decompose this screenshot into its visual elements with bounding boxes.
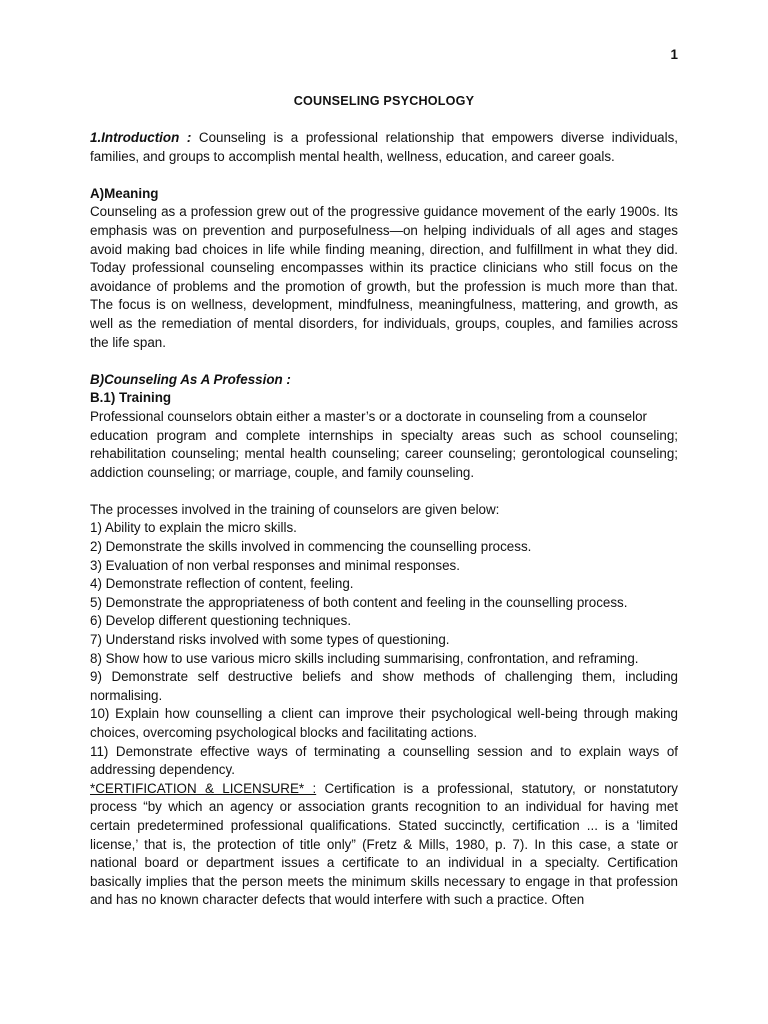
training-heading: B.1) Training xyxy=(90,390,172,406)
processes-intro: The processes involved in the training of counselors are given below: xyxy=(90,501,500,517)
introduction-text: Counseling is a professional relationship that empowers diverse individuals, families, and groups to accomplish mental health, wellness, education, and career goals. xyxy=(90,130,678,164)
list-item: 11) Demonstrate effective ways of terminating a counselling session and to explain ways of addressing dependency. xyxy=(90,743,678,778)
profession-heading: B)Counseling As A Profession : xyxy=(90,371,291,387)
page-number: 1 xyxy=(670,47,678,62)
list-item: 4) Demonstrate reflection of content, feeling. xyxy=(90,576,354,592)
document-page xyxy=(90,0,678,1024)
training-first-line: Professional counselors obtain either a master’s or a doctorate in counseling from a counselor xyxy=(90,408,648,424)
certification-label: *CERTIFICATION & LICENSURE* : xyxy=(90,780,317,796)
list-item: 10) Explain how counselling a client can improve their psychological well-being through making choices, overcoming psychological blocks and facilitating actions. xyxy=(90,706,678,740)
document-title: COUNSELING PSYCHOLOGY xyxy=(293,94,475,108)
certification-paragraph xyxy=(90,780,678,910)
list-item: 1) Ability to explain the micro skills. xyxy=(90,520,297,536)
introduction-heading: 1.Introduction : xyxy=(90,130,192,145)
certification-text: Certification is a professional, statutory, or nonstatutory process “by which an agency or association grants recognition to an individual for having met certain predetermined professional qualifications. Stated succinctly, certification ... is a ‘limited license,’ that is, the protection of title only” (Fretz & Mills, 1980, p. 7). In this case, a state or national board or department issues a certificate to an individual in a specialty. Certification basically implies that the person meets the minimum skills necessary to engage in that profession and has no known character defects that would interfere with such a practice. Often xyxy=(90,780,678,908)
processes-list xyxy=(90,519,678,779)
list-item: 5) Demonstrate the appropriateness of both content and feeling in the counselling process. xyxy=(90,594,628,610)
list-item: 2) Demonstrate the skills involved in commencing the counselling process. xyxy=(90,539,532,555)
list-item: 8) Show how to use various micro skills including summarising, confrontation, and reframing. xyxy=(90,650,639,666)
list-item: 6) Develop different questioning techniques. xyxy=(90,613,352,629)
meaning-paragraph: Counseling as a profession grew out of the progressive guidance movement of the early 1900s. Its emphasis was on prevention and purposefulness—on helping individuals of all ages and stages avoid making bad choices in life while finding meaning, direction, and fulfillment in what they did. Today professional counseling encompasses within its practice clinicians who still focus on the avoidance of problems and the promotion of growth, but the profession is much more than that. The focus is on wellness, development, mindfulness, meaningfulness, mattering, and growth, as well as the remediation of mental disorders, for individuals, groups, couples, and families across the life span. xyxy=(90,204,678,350)
list-item: 7) Understand risks involved with some types of questioning. xyxy=(90,632,450,648)
list-item: 3) Evaluation of non verbal responses and minimal responses. xyxy=(90,557,460,573)
introduction-paragraph xyxy=(90,129,678,166)
document-body xyxy=(90,129,678,910)
meaning-heading: A)Meaning xyxy=(90,185,159,201)
list-item: 9) Demonstrate self destructive beliefs and show methods of challenging them, including normalising. xyxy=(90,669,678,703)
training-paragraph: education program and complete internships in specialty areas such as school counseling; rehabilitation counseling; mental health counseling; career counseling; gerontological counseling; addiction counseling; or marriage, couple, and family counseling. xyxy=(90,427,678,480)
